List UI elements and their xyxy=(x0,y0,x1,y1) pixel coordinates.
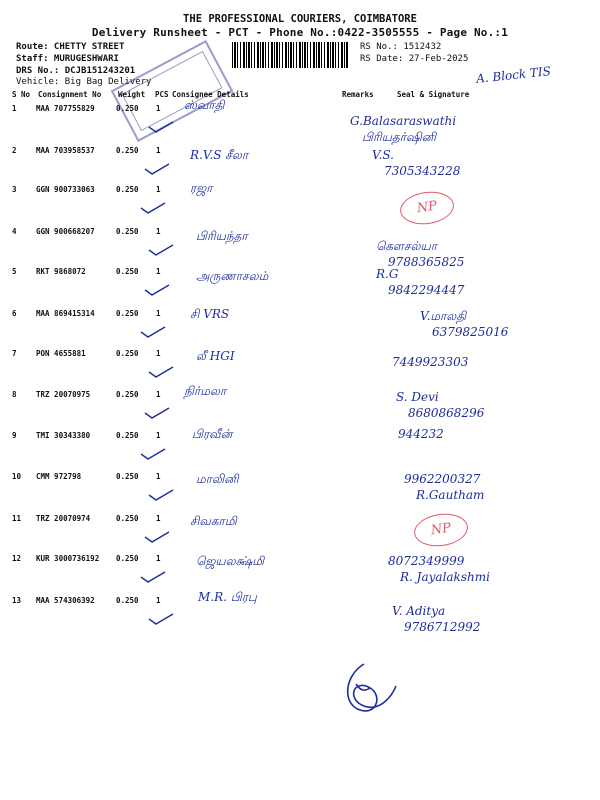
consignee-handwriting: சி VRS xyxy=(190,307,230,321)
tick-mark xyxy=(144,281,170,293)
np-mark: NP xyxy=(398,188,456,227)
receiver-signature: V.S. xyxy=(372,148,394,162)
staff-label: Staff: MURUGESHWARI xyxy=(16,54,119,64)
table-row xyxy=(0,431,600,451)
table-row xyxy=(0,185,600,205)
row-weight: 0.250 xyxy=(116,267,139,276)
row-weight: 0.250 xyxy=(116,146,139,155)
row-pcs: 1 xyxy=(156,554,161,563)
tick-mark xyxy=(148,610,174,622)
receiver-phone: 6379825016 xyxy=(432,325,509,339)
row-weight: 0.250 xyxy=(116,185,139,194)
row-weight: 0.250 xyxy=(116,390,139,399)
row-consignment-no: GGN 900733063 xyxy=(36,185,95,194)
top-right-annotation: A. Block TIS xyxy=(475,64,552,86)
row-consignment-no: GGN 900668207 xyxy=(36,227,95,236)
row-weight: 0.250 xyxy=(116,349,139,358)
consignee-handwriting: அருணாசலம் xyxy=(196,269,269,283)
row-sno: 12 xyxy=(12,554,22,563)
consignee-handwriting: பிரியந்தா xyxy=(196,229,248,243)
row-sno: 10 xyxy=(12,472,22,481)
row-pcs: 1 xyxy=(156,309,161,318)
receiver-signature: R.G xyxy=(376,267,399,281)
table-row xyxy=(0,146,600,166)
row-consignment-no: MAA 574306392 xyxy=(36,596,95,605)
receiver-phone: 9786712992 xyxy=(404,620,481,634)
consignee-handwriting: ஜெயலக்ஷ்மி xyxy=(196,554,265,568)
receiver-signature: 7449923303 xyxy=(392,355,469,369)
table-row xyxy=(0,309,600,329)
table-row xyxy=(0,227,600,247)
row-pcs: 1 xyxy=(156,146,161,155)
receiver-phone: R.Gautham xyxy=(416,488,485,502)
tick-mark xyxy=(140,199,166,211)
consignee-handwriting: சிவகாமி xyxy=(190,514,237,528)
receiver-phone: 8680868296 xyxy=(408,406,485,420)
table-row xyxy=(0,596,600,616)
row-sno: 6 xyxy=(12,309,17,318)
table-row xyxy=(0,349,600,369)
row-pcs: 1 xyxy=(156,185,161,194)
consignee-handwriting: நிர்மலா xyxy=(184,384,227,398)
row-sno: 1 xyxy=(12,104,17,113)
rs-number: RS No.: 1512432 xyxy=(360,42,442,52)
receiver-signature: 9962200327 xyxy=(404,472,481,486)
tick-mark xyxy=(148,241,174,253)
col-weight: Weight xyxy=(118,90,146,99)
tick-mark xyxy=(140,323,166,335)
row-weight: 0.250 xyxy=(116,431,139,440)
row-pcs: 1 xyxy=(156,227,161,236)
row-pcs: 1 xyxy=(156,472,161,481)
tick-mark xyxy=(144,404,170,416)
row-consignment-no: RKT 9868072 xyxy=(36,267,86,276)
row-pcs: 1 xyxy=(156,267,161,276)
receiver-signature: 944232 xyxy=(398,427,444,441)
row-consignment-no: MAA 703958537 xyxy=(36,146,95,155)
rs-date: RS Date: 27-Feb-2025 xyxy=(360,54,469,64)
row-sno: 13 xyxy=(12,596,22,605)
consignee-handwriting: M.R. பிரபு xyxy=(198,590,257,604)
row-consignment-no: PON 4655881 xyxy=(36,349,86,358)
consignee-handwriting: மாலினி xyxy=(196,472,239,486)
route-label: Route: CHETTY STREET xyxy=(16,42,125,52)
row-consignment-no: MAA 707755829 xyxy=(36,104,95,113)
row-consignment-no: MAA 869415314 xyxy=(36,309,95,318)
row-consignment-no: TRZ 20070974 xyxy=(36,514,91,523)
row-pcs: 1 xyxy=(156,349,161,358)
col-pcs: PCS xyxy=(155,90,169,99)
receiver-signature: V. Aditya xyxy=(392,604,446,618)
row-sno: 3 xyxy=(12,185,17,194)
col-seal: Seal & Signature xyxy=(397,90,470,99)
consignee-handwriting: ரஜா xyxy=(190,181,213,195)
consignee-handwriting: R.V.S சீலா xyxy=(190,148,249,162)
tick-mark xyxy=(140,445,166,457)
receiver-signature: V.மாலதி xyxy=(420,309,467,323)
col-consignee: Consignee Details xyxy=(172,90,249,99)
receiver-phone: R. Jayalakshmi xyxy=(400,570,490,584)
runsheet-subtitle: Delivery Runsheet - PCT - Phone No.:0422-3505555 - Page No.:1 xyxy=(91,26,509,39)
row-weight: 0.250 xyxy=(116,227,139,236)
row-pcs: 1 xyxy=(156,104,161,113)
company-title: THE PROFESSIONAL COURIERS, COIMBATORE xyxy=(183,13,417,25)
receiver-phone: 9788365825 xyxy=(388,255,465,269)
receiver-phone: பிரியதர்ஷினி xyxy=(362,130,437,144)
row-weight: 0.250 xyxy=(116,514,139,523)
col-sno: S No xyxy=(12,90,31,99)
row-pcs: 1 xyxy=(156,596,161,605)
col-consignment: Consignment No xyxy=(38,90,102,99)
receiver-phone: 9842294447 xyxy=(388,283,465,297)
consignee-handwriting: ஸ்வாதி xyxy=(184,98,225,112)
row-consignment-no: KUR 3000736192 xyxy=(36,554,100,563)
drs-label: DRS No.: DCJB151243201 xyxy=(16,66,136,76)
row-pcs: 1 xyxy=(156,390,161,399)
row-sno: 11 xyxy=(12,514,22,523)
row-sno: 9 xyxy=(12,431,17,440)
tick-mark xyxy=(148,118,174,130)
row-weight: 0.250 xyxy=(116,472,139,481)
table-row xyxy=(0,390,600,410)
table-row xyxy=(0,104,600,124)
tick-mark xyxy=(144,160,170,172)
receiver-signature: S. Devi xyxy=(396,390,439,404)
staff-signature xyxy=(334,656,404,726)
row-consignment-no: CMM 972798 xyxy=(36,472,82,481)
table-row xyxy=(0,472,600,492)
receiver-signature: 8072349999 xyxy=(388,554,465,568)
row-pcs: 1 xyxy=(156,514,161,523)
consignee-handwriting: லீ HGI xyxy=(196,349,235,363)
receiver-signature: கௌசல்யா xyxy=(376,239,438,253)
barcode-image xyxy=(232,42,348,68)
receiver-phone: 7305343228 xyxy=(384,164,461,178)
np-mark: NP xyxy=(412,510,470,549)
row-sno: 7 xyxy=(12,349,17,358)
row-weight: 0.250 xyxy=(116,554,139,563)
col-remarks: Remarks xyxy=(342,90,374,99)
table-row xyxy=(0,514,600,534)
tick-mark xyxy=(140,568,166,580)
row-weight: 0.250 xyxy=(116,596,139,605)
row-sno: 2 xyxy=(12,146,17,155)
tick-mark xyxy=(148,363,174,375)
receiver-signature: G.Balasaraswathi xyxy=(350,114,457,128)
table-row xyxy=(0,267,600,287)
table-row xyxy=(0,554,600,574)
tick-mark xyxy=(144,528,170,540)
row-sno: 4 xyxy=(12,227,17,236)
row-consignment-no: TRZ 20070975 xyxy=(36,390,91,399)
row-pcs: 1 xyxy=(156,431,161,440)
row-weight: 0.250 xyxy=(116,104,139,113)
row-sno: 8 xyxy=(12,390,17,399)
row-sno: 5 xyxy=(12,267,17,276)
vehicle-label: Vehicle: Big Bag Delivery xyxy=(16,77,152,87)
tick-mark xyxy=(148,486,174,498)
row-consignment-no: TMI 30343380 xyxy=(36,431,91,440)
row-weight: 0.250 xyxy=(116,309,139,318)
consignee-handwriting: பிரவீன் xyxy=(192,427,233,441)
